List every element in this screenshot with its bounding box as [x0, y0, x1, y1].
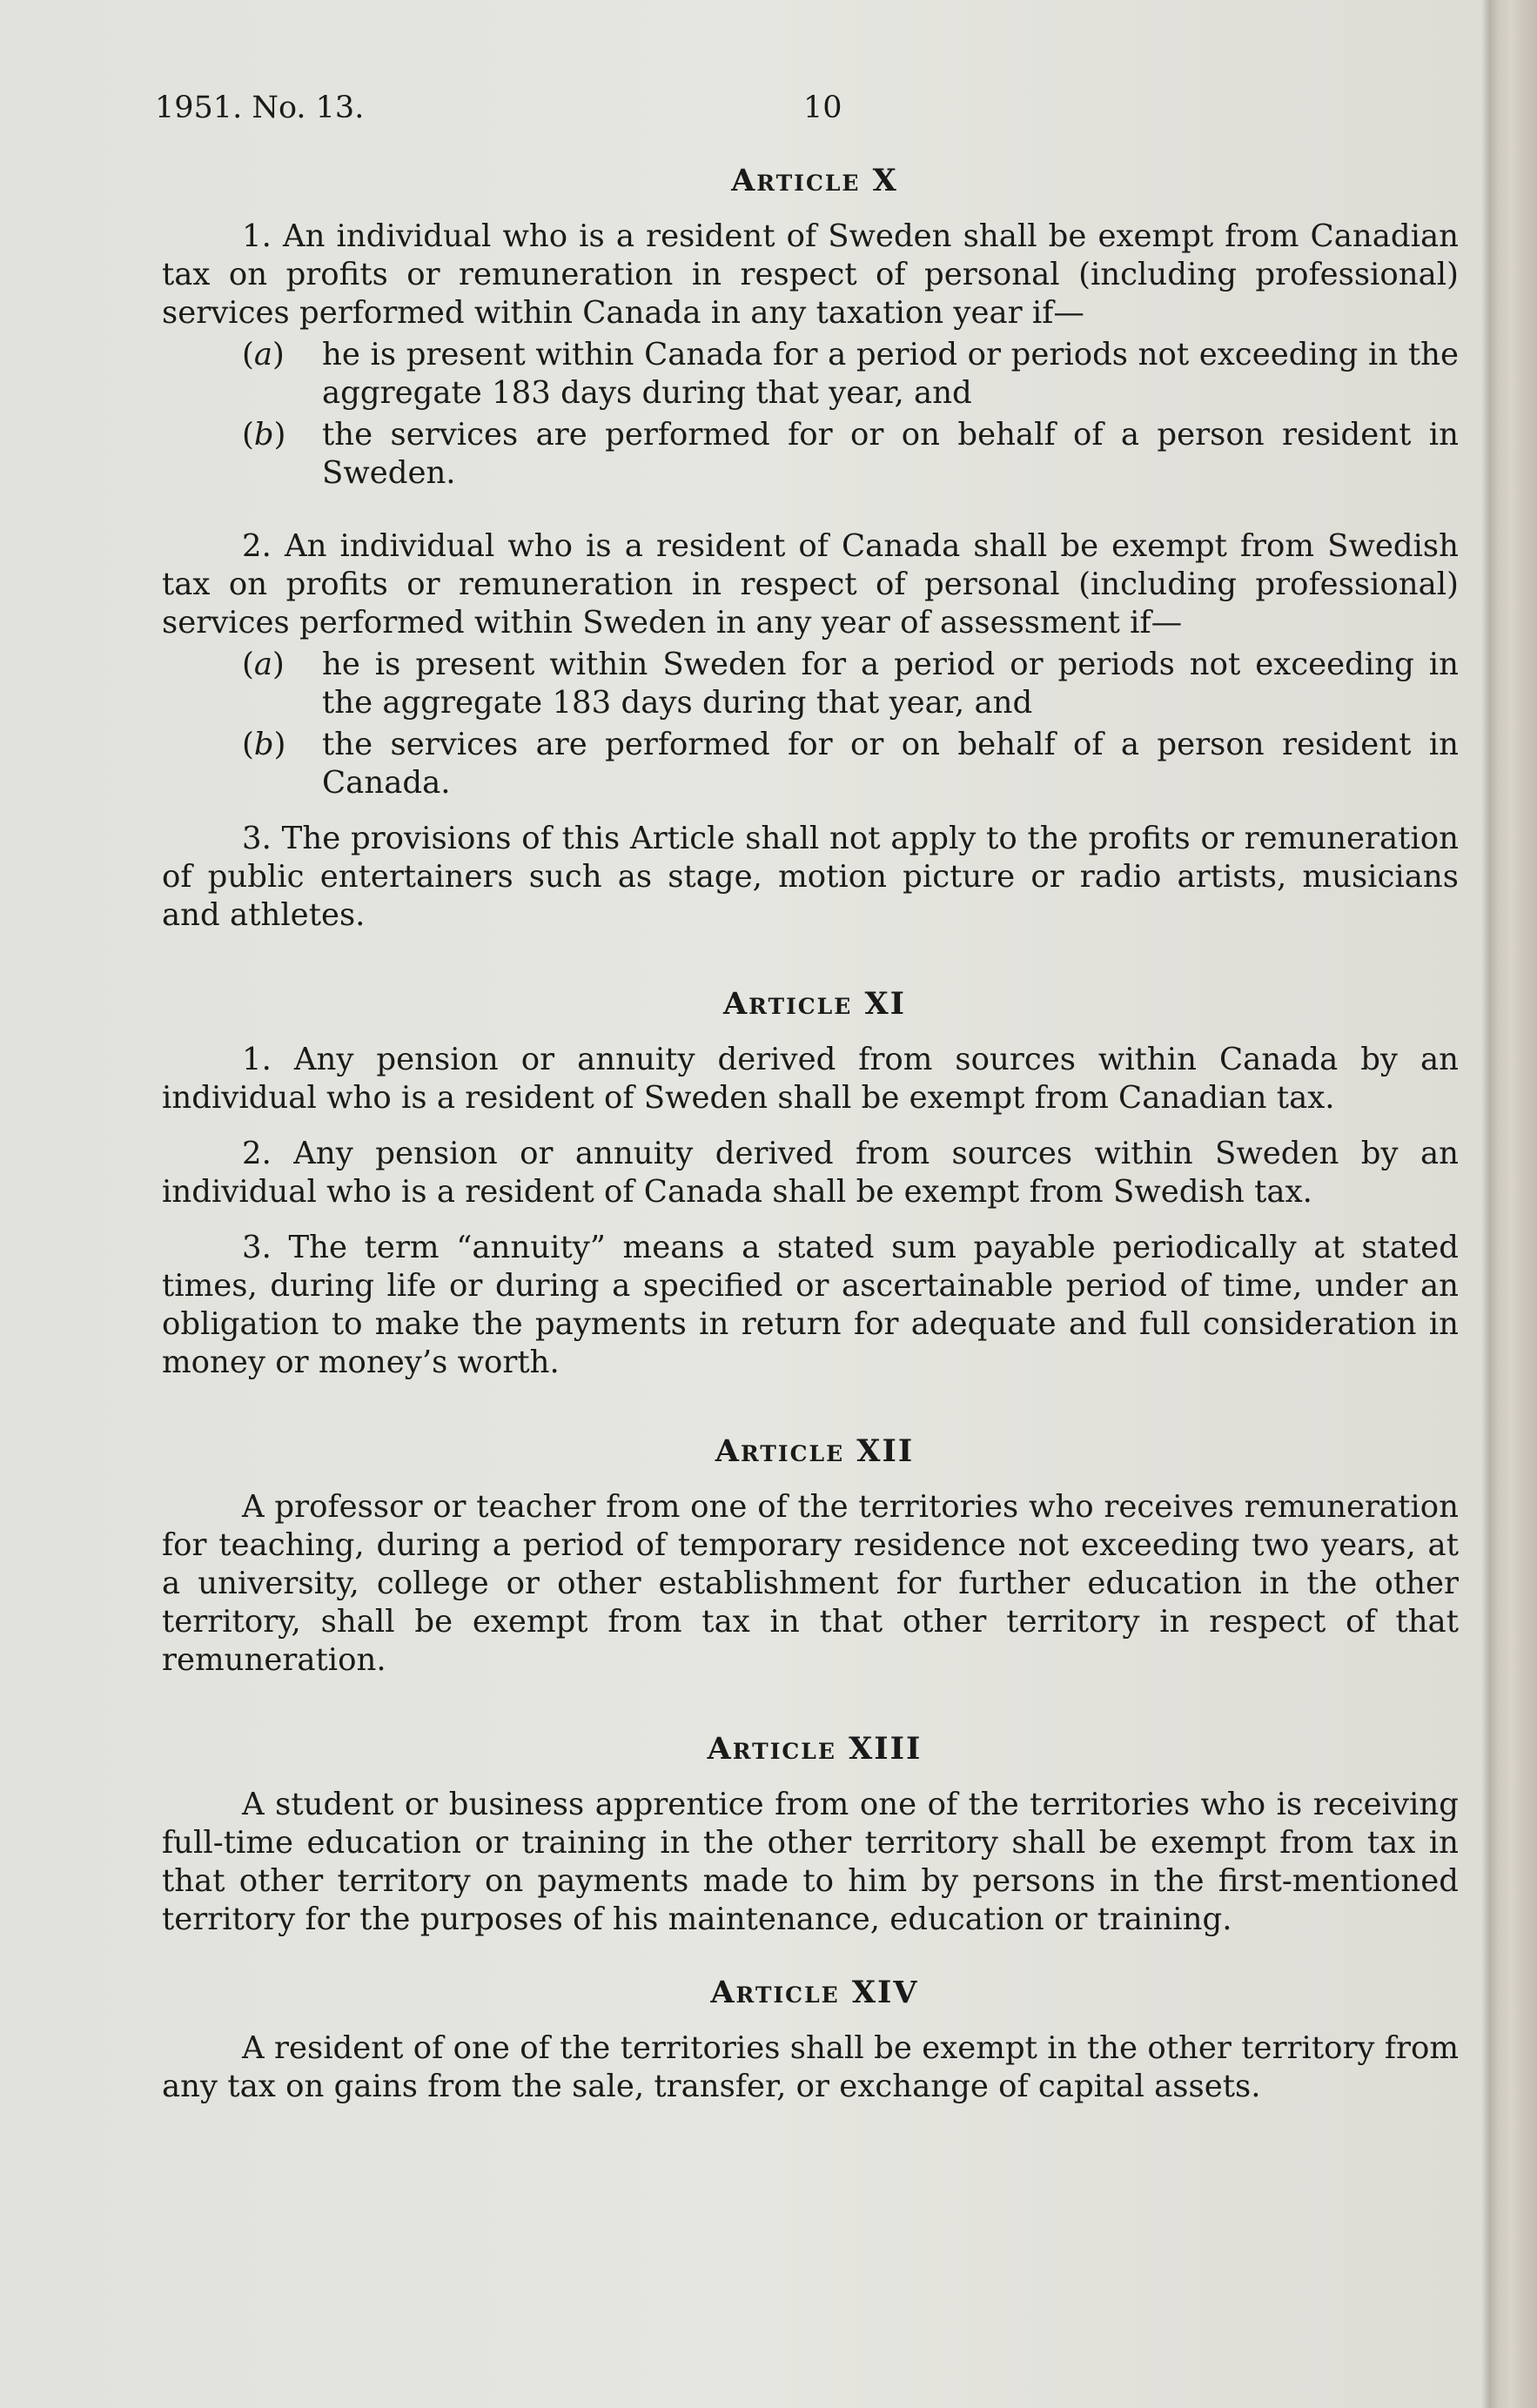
- list-item: [162, 416, 1459, 493]
- paragraph-text: 3. The provisions of this Article shall not apply to the profits or remuneration of public entertainers such as stage, motion picture or radio artists, musicians and athletes.: [162, 821, 1459, 933]
- paragraph: [162, 820, 1459, 935]
- binding-edge: [1490, 0, 1537, 2408]
- item-text: he is present within Sweden for a period or periods not exceeding in the aggregate 183 days during that year, and: [322, 647, 1459, 721]
- article-title: Article XIV: [710, 1975, 919, 2010]
- paragraph-text: 1. An individual who is a resident of Sweden shall be exempt from Canadian tax on profits or remuneration in respect of personal (including professional) services performed within Canada in any taxation year if—: [162, 218, 1459, 331]
- article-xiii: [162, 1730, 1459, 1939]
- paragraph: [162, 1229, 1459, 1382]
- item-marker: (b): [242, 727, 286, 762]
- paragraph-text: 2. An individual who is a resident of Canada shall be exempt from Swedish tax on profits or remuneration in respect of personal (including professional) services performed within Sweden in any year of assessment if—: [162, 528, 1459, 641]
- list-item: [162, 726, 1459, 802]
- item-text: the services are performed for or on behalf of a person resident in Sweden.: [322, 417, 1459, 491]
- paragraph-text: A resident of one of the territories shall be exempt in the other territory from any tax on gains from the sale, transfer, or exchange of capital assets.: [162, 2030, 1459, 2104]
- article-x: [162, 162, 1459, 935]
- article-xiv: [162, 1974, 1459, 2106]
- paragraph: [162, 1135, 1459, 1211]
- paragraph-text: 2. Any pension or annuity derived from sources within Sweden by an individual who is a resident of Canada shall be exempt from Swedish tax.: [162, 1136, 1459, 1210]
- item-marker: (a): [242, 337, 285, 372]
- page-number: 10: [803, 91, 842, 125]
- publication-reference: 1951. No. 13.: [155, 91, 365, 125]
- article-xii: [162, 1432, 1459, 1680]
- paragraph-text: A student or business apprentice from one of the territories who is receiving full-time education or training in the other territory shall be exempt from tax in that other territory on payments made to him by persons in the first-mentioned territory for the purposes of his maintenance, education or training.: [162, 1787, 1459, 1937]
- item-marker: (b): [242, 417, 286, 453]
- article-title: Article XII: [715, 1433, 915, 1469]
- item-text: the services are performed for or on behalf of a person resident in Canada.: [322, 727, 1459, 801]
- article-xi: [162, 985, 1459, 1382]
- item-marker: (a): [242, 647, 285, 682]
- paragraph: [162, 218, 1459, 332]
- paragraph-text: A professor or teacher from one of the territories who receives remuneration for teaching, during a period of temporary residence not exceeding two years, at a university, college or other establishment for further education in the other territory, shall be exempt from tax in that other territory in respect of that remuneration.: [162, 1489, 1459, 1678]
- item-text: he is present within Canada for a period or periods not exceeding in the aggregate 183 days during that year, and: [322, 337, 1459, 411]
- paragraph: [162, 1041, 1459, 1117]
- article-title: Article XI: [722, 986, 907, 1022]
- article-title: Article XIII: [707, 1731, 923, 1767]
- paragraph: [162, 1488, 1459, 1680]
- list-item: [162, 336, 1459, 413]
- paragraph-text: 3. The term “annuity” means a stated sum payable periodically at stated times, during life or during a specified or ascertainable period of time, under an obligation to make the payments in return for adequate and full consideration in money or money’s worth.: [162, 1230, 1459, 1380]
- article-title: Article X: [731, 163, 898, 198]
- list-item: [162, 646, 1459, 722]
- paragraph-text: 1. Any pension or annuity derived from sources within Canada by an individual who is a resident of Sweden shall be exempt from Canadian tax.: [162, 1042, 1459, 1116]
- paragraph: [162, 527, 1459, 642]
- paragraph: [162, 2029, 1459, 2106]
- page-header: [155, 91, 842, 125]
- paragraph: [162, 1786, 1459, 1939]
- document-body: [162, 162, 1459, 2106]
